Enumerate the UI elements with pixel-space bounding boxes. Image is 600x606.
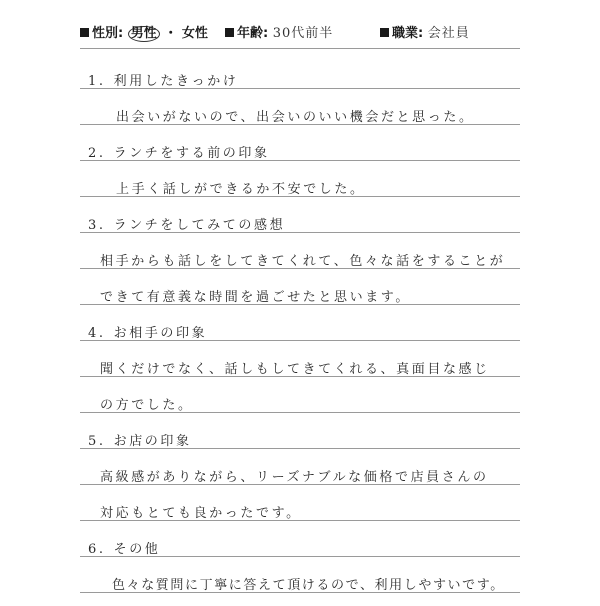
question-number: 3. [88,218,106,233]
question-5-answer-line-1: 高級感がありながら、リーズナブルな価格で店員さんの [100,470,489,485]
question-2-answer-line-1: 上手く話しができるか不安でした。 [116,182,366,197]
question-number: 2. [88,146,106,161]
question-number: 4. [88,326,106,341]
question-5-title: 5. お店の印象 [88,434,192,449]
gender-male-option: 男性 [128,26,160,42]
profile-header [80,22,520,44]
question-3-answer-line-2: できて有意義な時間を過ごせたと思います。 [100,290,411,305]
question-5-answer-line-2: 対応もとても良かったです。 [100,506,302,521]
question-1-title: 1. 利用したきっかけ [88,74,239,89]
question-6-title: 6. その他 [88,542,161,557]
question-2-title: 2. ランチをする前の印象 [88,146,270,161]
question-1-answer-line-1: 出会いがないので、出会いのいい機会だと思った。 [116,110,475,125]
question-6-answer-line-1: 色々な質問に丁寧に答えて頂けるので、利用しやすいです。 [112,578,505,593]
gender-label: 性別: [92,26,124,41]
gender-female-option: 女性 [181,26,208,41]
job-label: 職業: [392,26,424,41]
age-label: 年齢: [237,26,269,41]
square-bullet-icon [225,28,234,37]
question-4-answer-line-2: の方でした。 [100,398,194,413]
question-number: 6. [88,542,106,557]
square-bullet-icon [80,28,89,37]
question-4-answer-line-1: 聞くだけでなく、話しもしてきてくれる、真面目な感じ [100,362,490,377]
square-bullet-icon [380,28,389,37]
question-3-title: 3. ランチをしてみての感想 [88,218,286,233]
question-4-title: 4. お相手の印象 [88,326,208,341]
question-3-answer-line-1: 相手からも話しをしてきてくれて、色々な話をすることが [100,254,506,269]
question-number: 5. [88,434,106,449]
question-number: 1. [88,74,106,89]
ruled-line [80,48,520,49]
job-value: 会社員 [427,26,470,41]
job-field [380,22,470,41]
age-field [225,22,333,41]
gender-separator: ・ [164,26,178,41]
age-value: 30代前半 [272,26,334,41]
gender-field [80,22,208,42]
